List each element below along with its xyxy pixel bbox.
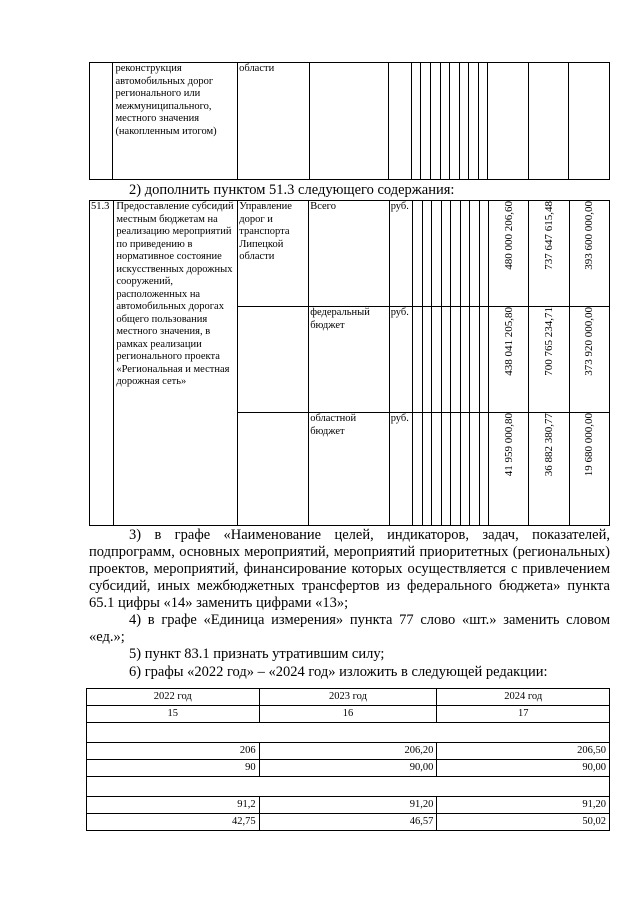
cell-source: областной бюджет	[309, 413, 389, 526]
cell-number: 51.3	[90, 201, 114, 526]
cell-value: 393 600 000,00	[583, 201, 596, 270]
table-row: 206 206,20 206,50	[87, 743, 610, 760]
table-row: 90 90,00 90,00	[87, 760, 610, 777]
cell-name: Предоставление субсидий местным бюджетам на реализацию мероприятий по приведению в нормативное состояние искусственных дорожных сооружений, расположенных на автомобильных дорогах общего пользования местного значения, в рамках реализации регионального проекта «Региональная и местная дорожная сеть»	[114, 201, 238, 526]
cell-executor: области	[238, 63, 309, 180]
empty-row	[87, 777, 610, 797]
cell-source: федеральный бюджет	[309, 307, 389, 413]
cell-unit: руб.	[389, 413, 412, 526]
cell-value: 438 041 205,80	[502, 307, 515, 376]
colnum: 17	[437, 706, 610, 723]
item-4-text: 4) в графе «Единица измерения» пункта 77 слово «шт.» заменить словом «ед.»;	[89, 612, 610, 645]
years-table	[86, 688, 610, 831]
cell-value: 373 920 000,00	[583, 307, 596, 376]
colnum: 16	[259, 706, 437, 723]
header-2024: 2024 год	[437, 689, 610, 706]
item-5-text: 5) пункт 83.1 признать утратившим силу;	[129, 646, 385, 662]
cell-value: 737 647 615,48	[543, 201, 556, 270]
cell-value: 36 882 380,77	[543, 413, 556, 477]
cell-name: реконструкция автомобильных дорог регионального или межмуниципального, местного значения (накопленным итогом)	[113, 63, 238, 180]
cell-number	[90, 63, 113, 180]
cell-unit: руб.	[389, 201, 412, 307]
colnum: 15	[87, 706, 260, 723]
table-row: 42,75 46,57 50,02	[87, 814, 610, 831]
cell-unit: руб.	[389, 307, 412, 413]
item-3-text: 3) в графе «Наименование целей, индикаторов, задач, показателей, подпрограмм, основных мероприятий, мероприятий приоритетных (региональных) проектов, мероприятий, финансирование которых осуществляется с привлечением субсидий, иных межбюджетных трансфертов из федерального бюджета» пункта 65.1 цифры «14» заменить цифрами «13»;	[89, 527, 610, 611]
cell-value: 41 959 000,80	[502, 413, 515, 477]
cell-executor: Управление дорог и транспорта Липецкой области	[238, 201, 309, 307]
cell-value: 700 765 234,71	[543, 307, 556, 376]
header-2023: 2023 год	[259, 689, 437, 706]
item-6-text: 6) графы «2022 год» – «2024 год» изложить в следующей редакции:	[129, 664, 548, 680]
table-continuation	[89, 62, 610, 180]
cell-value: 480 000 206,60	[502, 201, 515, 270]
table-row: 91,2 91,20 91,20	[87, 797, 610, 814]
header-2022: 2022 год	[87, 689, 260, 706]
table-row-51-3	[89, 200, 610, 526]
empty-row	[87, 723, 610, 743]
cell-value: 19 680 000,00	[583, 413, 596, 477]
cell-source: Всего	[309, 201, 389, 307]
item-2-text: 2) дополнить пунктом 51.3 следующего содержания:	[129, 182, 455, 198]
